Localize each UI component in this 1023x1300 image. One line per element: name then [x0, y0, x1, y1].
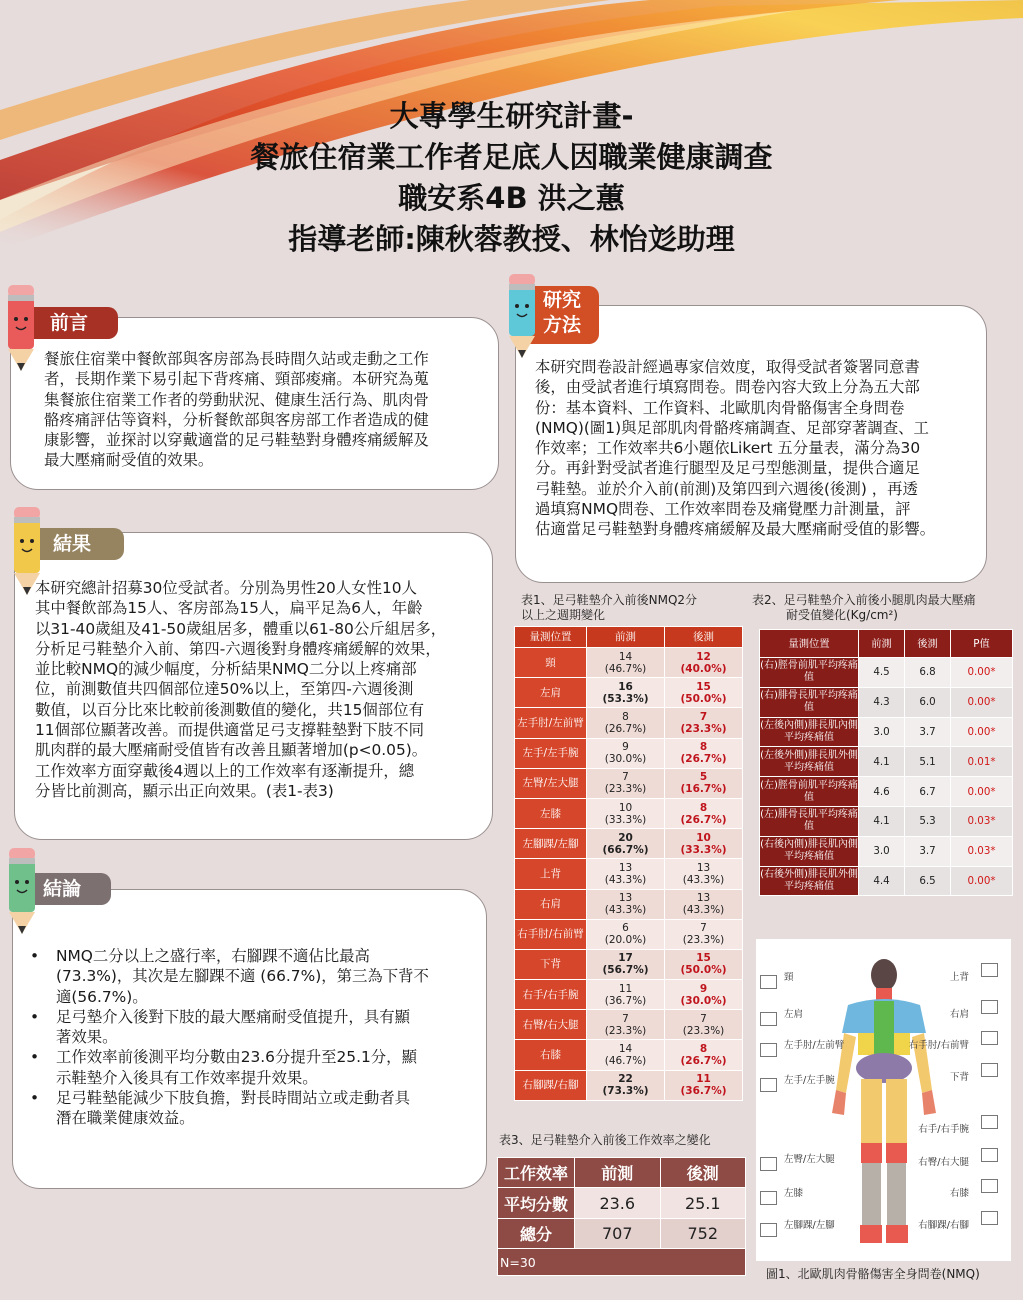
table1-caption-line: 以上之週期變化 [521, 608, 606, 622]
table3-cell: 25.1 [660, 1188, 746, 1218]
table1-row-label: 右膝 [515, 1040, 587, 1070]
table1-cell [587, 889, 665, 919]
table2-row-label: (右)腓骨長肌平均疼痛值 [760, 687, 859, 717]
table1-count: 13 [618, 861, 633, 874]
table1-percent: (36.7%) [680, 1085, 727, 1098]
table2-cell: 4.6 [859, 777, 905, 807]
table2-cell: 0.00* [951, 777, 1013, 807]
table2-header: 後測 [905, 630, 951, 658]
results-heading-text: 結果 [53, 533, 92, 555]
conclusion-item [26, 1088, 476, 1129]
table1-percent: (26.7%) [680, 813, 727, 826]
methods-heading-line: 研究 [543, 289, 582, 311]
methods-text [535, 357, 983, 540]
table1-cell [587, 919, 665, 949]
conclusion-line: 著效果。 [56, 1028, 118, 1047]
poster-title [0, 96, 1023, 260]
table1-row [515, 919, 743, 949]
conclusion-line: 示鞋墊介入後具有工作效率提升效果。 [56, 1068, 318, 1087]
results-line: 肌肉群的最大壓痛耐受值皆有改善且顯著增加(p<0.05)。 [35, 741, 428, 760]
table1-percent: (36.7%) [604, 994, 647, 1007]
table1-cell [665, 768, 743, 798]
conclusion-line: • 足弓鞋墊能減少下肢負擔，對長時間站立或走動者具 [56, 1089, 410, 1108]
nmq-body-figure [756, 939, 1011, 1261]
table2-cell: 0.00* [951, 658, 1013, 688]
table2-row-label: (左後內側)腓長肌內側平均疼痛值 [760, 717, 859, 747]
figure1-caption: 圖1、北歐肌肉骨骼傷害全身問卷(NMQ) [766, 1267, 980, 1281]
table1-header: 後測 [665, 627, 743, 648]
table1-percent: (20.0%) [604, 934, 647, 947]
table2-cell: 6.5 [905, 866, 951, 896]
table3-header: 後測 [660, 1158, 746, 1188]
intro-line: 餐旅住宿業中餐飲部與客房部為長時間久站或走動之工作 [44, 350, 429, 368]
table2-row-label: (左)脛骨前肌平均疼痛值 [760, 777, 859, 807]
table1-cell [587, 768, 665, 798]
table3-cell: 23.6 [575, 1188, 661, 1218]
intro-line: 骼疼痛評估等資料，分析餐飲部與客房部工作者造成的健 [44, 410, 429, 429]
table3-cell: 707 [575, 1218, 661, 1248]
table2-row [760, 806, 1013, 836]
table1-count: 10 [696, 831, 711, 844]
conclusion-line: (73.3%)，其次是左腳踝不適 (66.7%)，第三為下背不 [56, 967, 429, 986]
table1-count: 7 [699, 710, 708, 723]
table3-note: N=30 [498, 1249, 746, 1276]
conclusion-item [26, 1007, 476, 1048]
table2-header: P值 [951, 630, 1013, 658]
table2-row [760, 687, 1013, 717]
conclusion-item [26, 1047, 476, 1088]
table2-header: 前測 [859, 630, 905, 658]
title-line-4: 指導老師:陳秋蓉教授、林怡彣助理 [288, 222, 735, 256]
table1-count: 20 [618, 831, 633, 844]
table1-row [515, 768, 743, 798]
table1-row [515, 1010, 743, 1040]
table1-row-label: 右手肘/右前臂 [515, 919, 587, 949]
methods-line: 份：基本資料、工作資料、北歐肌肉骨骼傷害全身問卷 [535, 398, 905, 417]
pencil-mascot-icon [6, 846, 38, 936]
table2-caption [752, 593, 976, 623]
results-line: 並比較NMQ的減少幅度，分析結果NMQ二分以上疼痛部 [35, 660, 417, 679]
table1-percent: (30.0%) [604, 753, 647, 766]
table1-percent: (73.3%) [602, 1085, 649, 1098]
table1-percent: (40.0%) [680, 662, 727, 675]
table1-row-label: 下背 [515, 949, 587, 979]
table2-cell: 3.7 [905, 717, 951, 747]
table1-nmq [514, 626, 743, 1101]
conclusion-item [26, 946, 476, 1007]
table2-row [760, 717, 1013, 747]
table1-cell [665, 859, 743, 889]
table1-percent: (26.7%) [680, 1055, 727, 1068]
table3-row-label: 總分 [498, 1218, 575, 1248]
body-part-label: 右腳踝/右腳 [918, 1220, 969, 1231]
table1-percent: (43.3%) [604, 873, 647, 886]
table3-header: 前測 [575, 1158, 661, 1188]
table1-row-label: 上背 [515, 859, 587, 889]
table1-row-label: 右肩 [515, 889, 587, 919]
table1-header: 量測位置 [515, 627, 587, 648]
table1-cell [665, 1010, 743, 1040]
table1-percent: (43.3%) [682, 873, 725, 886]
table1-percent: (16.7%) [680, 783, 727, 796]
table2-cell: 4.4 [859, 866, 905, 896]
table1-percent: (43.3%) [604, 904, 647, 917]
table1-count: 15 [696, 952, 711, 965]
table1-percent: (26.7%) [604, 722, 647, 735]
conclusion-line: • NMQ二分以上之盛行率，右腳踝不適佔比最高 [56, 947, 370, 965]
conclusion-line: 適(56.7%)。 [56, 987, 148, 1006]
conclusion-line: • 工作效率前後測平均分數由23.6分提升至25.1分，顯 [56, 1048, 417, 1067]
table2-cell: 3.0 [859, 836, 905, 866]
table1-count: 10 [618, 801, 633, 814]
results-line: 本研究總計招募30位受試者。分別為男性20人女性10人 [35, 579, 417, 597]
table1-cell [587, 1070, 665, 1100]
results-line: 以31-40歲組及41-50歲組居多，體重以61-80公斤組居多， [35, 619, 447, 638]
table1-count: 12 [696, 650, 711, 663]
body-part-checkbox[interactable] [981, 1000, 998, 1014]
table2-row [760, 836, 1013, 866]
table1-caption-line: 表1、足弓鞋墊介入前後NMQ2分 [521, 593, 698, 607]
table2-cell: 0.00* [951, 717, 1013, 747]
body-map-illustration [830, 955, 938, 1255]
table1-row [515, 829, 743, 859]
table1-count: 14 [618, 1043, 633, 1056]
table1-count: 16 [618, 680, 633, 693]
table1-count: 8 [699, 741, 708, 754]
table1-cell [665, 678, 743, 708]
table1-percent: (56.7%) [602, 964, 649, 977]
table2-row-label: (右後內側)腓長肌內側平均疼痛值 [760, 836, 859, 866]
methods-line: 弓鞋墊。並於介入前(前測)及第四到六週後(後測) ，再透 [535, 479, 918, 498]
table1-percent: (50.0%) [680, 964, 727, 977]
conclusion-line: • 足弓墊介入後對下肢的最大壓痛耐受值提升，具有顯 [56, 1007, 410, 1026]
body-part-label: 上背 [949, 972, 969, 983]
body-part-checkbox[interactable] [981, 1063, 998, 1077]
body-part-label: 右手肘/右前臂 [908, 1040, 969, 1051]
body-part-checkbox[interactable] [760, 1223, 777, 1237]
table3-efficiency [497, 1157, 746, 1276]
table1-count: 15 [696, 680, 711, 693]
body-part-checkbox[interactable] [760, 1078, 777, 1092]
results-line: 數值，以百分比來比較前後測數值的變化，共15個部位有 [35, 700, 424, 719]
table1-cell [587, 829, 665, 859]
table1-header: 前測 [587, 627, 665, 648]
table1-row-label: 左肩 [515, 678, 587, 708]
pencil-mascot-icon [506, 272, 538, 360]
body-part-label: 下背 [949, 1072, 969, 1083]
table1-row [515, 1070, 743, 1100]
table1-percent: (53.3%) [602, 692, 649, 705]
table1-row [515, 708, 743, 738]
table3-row-label: 平均分數 [498, 1188, 575, 1218]
intro-line: 康影響，並探討以穿戴適當的足弓鞋墊對身體疼痛緩解及 [44, 431, 429, 450]
table1-count: 13 [696, 892, 711, 905]
table1-count: 8 [699, 801, 708, 814]
table1-percent: (33.3%) [680, 843, 727, 856]
table2-cell: 3.0 [859, 717, 905, 747]
table2-row-label: (右後外側)腓長肌外側平均疼痛值 [760, 866, 859, 896]
table1-cell [665, 1040, 743, 1070]
title-line-3: 職安系4B 洪之蕙 [398, 181, 625, 215]
table1-cell [587, 859, 665, 889]
table1-percent: (23.3%) [682, 934, 725, 947]
body-part-label: 右手/右手腕 [918, 1124, 969, 1135]
conclusion-line: 潛在職業健康效益。 [56, 1109, 195, 1128]
table1-row-label: 右腳踝/右腳 [515, 1070, 587, 1100]
table1-percent: (23.3%) [680, 722, 727, 735]
table1-cell [665, 648, 743, 678]
table1-count: 9 [699, 982, 708, 995]
table1-cell [665, 1070, 743, 1100]
table1-count: 22 [618, 1073, 633, 1086]
body-part-label: 頸 [784, 972, 794, 983]
table1-cell [587, 678, 665, 708]
intro-line: 者，長期作業下易引起下背疼痛、頸部痠痛。本研究為蒐 [44, 370, 429, 389]
table1-row-label: 頸 [515, 648, 587, 678]
table2-cell: 0.01* [951, 747, 1013, 777]
body-part-label: 左膝 [784, 1188, 804, 1199]
table1-cell [665, 949, 743, 979]
table1-percent: (30.0%) [680, 994, 727, 1007]
intro-line: 最大壓痛耐受值的效果。 [44, 451, 214, 470]
table1-percent: (33.3%) [604, 813, 647, 826]
table1-cell [587, 1010, 665, 1040]
table1-cell [665, 889, 743, 919]
table1-percent: (66.7%) [602, 843, 649, 856]
table1-row-label: 右臀/右大腿 [515, 1010, 587, 1040]
table2-caption-line: 耐受值變化(Kg/cm²) [786, 608, 898, 622]
table3-header: 工作效率 [498, 1158, 575, 1188]
table1-row [515, 889, 743, 919]
table2-cell: 5.1 [905, 747, 951, 777]
table1-percent: (50.0%) [680, 692, 727, 705]
table1-count: 11 [618, 982, 633, 995]
title-line-2: 餐旅住宿業工作者足底人因職業健康調查 [250, 140, 773, 174]
results-line: 其中餐飲部為15人、客房部為15人，扁平足為6人，年齡 [35, 599, 423, 618]
table2-cell: 0.00* [951, 866, 1013, 896]
table2-cell: 4.1 [859, 806, 905, 836]
body-part-label: 左肩 [784, 1009, 804, 1020]
table1-count: 14 [618, 650, 633, 663]
table1-row [515, 859, 743, 889]
table1-cell [665, 829, 743, 859]
body-part-checkbox[interactable] [760, 975, 777, 989]
table2-row [760, 866, 1013, 896]
body-part-checkbox[interactable] [981, 1211, 998, 1225]
results-line: 工作效率方面穿戴後4週以上的工作效率有逐漸提升，總 [35, 761, 415, 780]
results-line: 分析足弓鞋墊介入前、第四-六週後對身體疼痛緩解的效果， [35, 639, 441, 658]
intro-line: 集餐旅住宿業工作者的勞動狀況、健康生活行為、肌肉骨 [44, 390, 429, 409]
table2-caption-line: 表2、足弓鞋墊介入前後小腿肌肉最大壓痛 [752, 593, 976, 607]
table1-cell [665, 980, 743, 1010]
table2-cell: 5.3 [905, 806, 951, 836]
methods-line: (NMQ)(圖1)與足部肌肉骨骼疼痛調查、足部穿著調查、工 [535, 418, 929, 437]
body-part-checkbox[interactable] [981, 1179, 998, 1193]
methods-line: 估適當足弓鞋墊對身體疼痛緩解及最大壓痛耐受值的影響。 [535, 520, 936, 539]
intro-text [44, 349, 484, 471]
table1-row-label: 左腳踝/左腳 [515, 829, 587, 859]
table2-cell: 6.7 [905, 777, 951, 807]
table2-row [760, 658, 1013, 688]
conclusion-heading-text: 結論 [43, 878, 82, 900]
body-part-checkbox[interactable] [760, 1191, 777, 1205]
table1-row [515, 980, 743, 1010]
table2-row-label: (左後外側)腓長肌外側平均疼痛值 [760, 747, 859, 777]
results-text [35, 578, 493, 801]
table1-row [515, 949, 743, 979]
table1-cell [587, 1040, 665, 1070]
body-part-label: 左手肘/左前臂 [784, 1040, 845, 1051]
table2-row [760, 747, 1013, 777]
table1-count: 7 [700, 922, 707, 935]
table1-row [515, 738, 743, 768]
table1-count: 5 [699, 771, 708, 784]
table1-caption [521, 593, 697, 623]
table1-count: 9 [622, 741, 629, 754]
table2-cell: 0.03* [951, 836, 1013, 866]
table2-header: 量測位置 [760, 630, 859, 658]
table1-count: 7 [622, 1012, 629, 1025]
table1-percent: (23.3%) [604, 783, 647, 796]
table1-percent: (46.7%) [604, 1055, 647, 1068]
body-part-checkbox[interactable] [760, 1043, 777, 1057]
table1-percent: (43.3%) [682, 904, 725, 917]
table1-row [515, 648, 743, 678]
table1-percent: (23.3%) [682, 1024, 725, 1037]
table2-cell: 4.1 [859, 747, 905, 777]
table1-count: 8 [622, 710, 629, 723]
table1-count: 7 [622, 771, 629, 784]
body-part-checkbox[interactable] [760, 1157, 777, 1171]
table1-count: 13 [618, 892, 633, 905]
table1-cell [587, 949, 665, 979]
title-line-1: 大專學生研究計畫- [389, 99, 634, 133]
table1-count: 11 [696, 1073, 711, 1086]
methods-line: 過填寫NMQ問卷、工作效率問卷及痛覺壓力計測量，評 [535, 500, 911, 519]
body-part-checkbox[interactable] [981, 1115, 998, 1129]
table1-cell [587, 738, 665, 768]
table1-row-label: 右手/右手腕 [515, 980, 587, 1010]
table1-count: 8 [699, 1043, 708, 1056]
table3-caption: 表3、足弓鞋墊介入前後工作效率之變化 [499, 1133, 711, 1147]
methods-line: 後，由受試者進行填寫問卷。問卷內容大致上分為五大部 [535, 378, 920, 397]
table1-cell [587, 798, 665, 828]
table1-cell [587, 708, 665, 738]
table2-cell: 6.8 [905, 658, 951, 688]
table2-cell: 0.03* [951, 806, 1013, 836]
body-part-label: 右膝 [949, 1188, 969, 1199]
table1-cell [665, 738, 743, 768]
table3-cell: 752 [660, 1218, 746, 1248]
methods-line: 分。再針對受試者進行腿型及足弓型態測量，提供合適足 [535, 459, 920, 478]
table1-count: 17 [618, 952, 633, 965]
table1-row [515, 798, 743, 828]
body-part-label: 左腳踝/左腳 [784, 1220, 835, 1231]
table1-percent: (23.3%) [604, 1024, 647, 1037]
table2-row-label: (左)腓骨長肌平均疼痛值 [760, 806, 859, 836]
body-part-label: 左臀/左大腿 [784, 1154, 835, 1165]
methods-heading-line: 方法 [543, 314, 582, 336]
table1-row [515, 678, 743, 708]
methods-line: 本研究問卷設計經過專家信效度，取得受試者簽署同意書 [535, 358, 920, 376]
body-part-checkbox[interactable] [981, 1148, 998, 1162]
table1-row [515, 1040, 743, 1070]
pencil-mascot-icon [5, 283, 37, 373]
table2-cell: 0.00* [951, 687, 1013, 717]
body-part-checkbox[interactable] [760, 1012, 777, 1026]
table1-row-label: 左手肘/左前臂 [515, 708, 587, 738]
table1-row-label: 左手/左手腕 [515, 738, 587, 768]
table2-cell: 4.5 [859, 658, 905, 688]
table1-count: 6 [622, 922, 629, 935]
body-part-checkbox[interactable] [981, 963, 998, 977]
table1-cell [587, 980, 665, 1010]
results-line: 位，前測數值共四個部位達50%以上，至第四-六週後測 [35, 680, 414, 699]
table1-row-label: 左臀/左大腿 [515, 768, 587, 798]
results-line: 分皆比前測高，顯示出正向效果。(表1-表3) [35, 781, 334, 800]
table1-cell [587, 648, 665, 678]
body-part-label: 右肩 [949, 1009, 969, 1020]
conclusion-list [26, 946, 476, 1129]
table2-row-label: (右)脛骨前肌平均疼痛值 [760, 658, 859, 688]
table1-percent: (46.7%) [604, 662, 647, 675]
table1-percent: (26.7%) [680, 753, 727, 766]
table1-count: 7 [700, 1012, 707, 1025]
table1-cell [665, 708, 743, 738]
table2-cell: 4.3 [859, 687, 905, 717]
table1-count: 13 [696, 861, 711, 874]
table1-row-label: 左膝 [515, 798, 587, 828]
table2-cell: 6.0 [905, 687, 951, 717]
methods-line: 作效率；工作效率共6小題依Likert 五分量表，滿分為30 [535, 439, 921, 458]
results-line: 11個部位顯著改善。而提供適當足弓支撐鞋墊對下肢不同 [35, 721, 424, 740]
body-part-checkbox[interactable] [981, 1031, 998, 1045]
table1-cell [665, 919, 743, 949]
table2-pressure [759, 629, 1013, 896]
body-part-label: 左手/左手腕 [784, 1075, 835, 1086]
table1-cell [665, 798, 743, 828]
table2-row [760, 777, 1013, 807]
intro-heading-text: 前言 [50, 312, 89, 334]
body-part-label: 右臀/右大腿 [918, 1157, 969, 1168]
table2-cell: 3.7 [905, 836, 951, 866]
